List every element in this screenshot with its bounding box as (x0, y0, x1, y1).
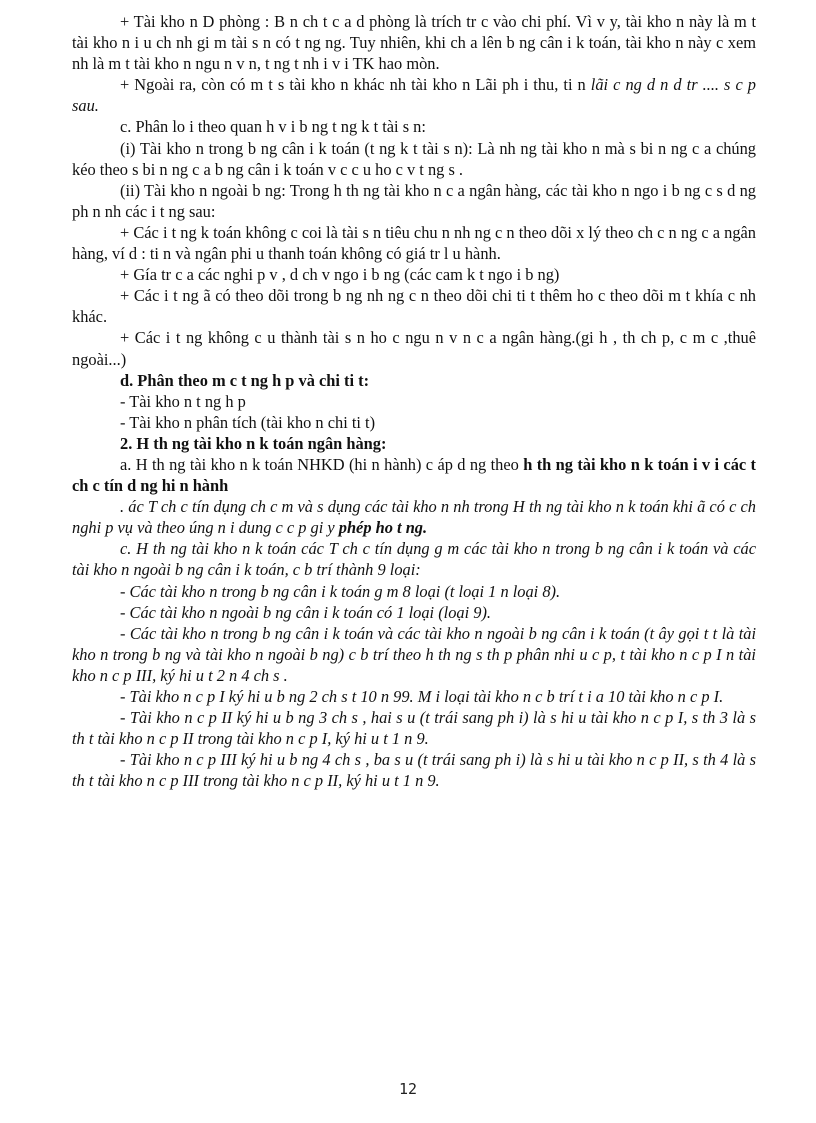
list-item-trong-bang (72, 581, 756, 602)
paragraph-text: c. H th ng tài kho n k toán các T ch c tín dụng g m các tài kho n trong b ng cân i k toán và các tài kho n ngoài b ng cân i k toán, c b trí thành 9 loại: (72, 539, 756, 580)
paragraph-italic-tail: lãi c ng d n d tr .... s c p sau. (72, 75, 757, 116)
paragraph-text: - Tài kho n c p I ký hi u b ng 2 ch s t 10 n 99. M i loại tài kho n c b trí t i a 10 tài kho n c p I. (120, 687, 724, 706)
paragraph-text: - Tài kho n t ng h p (120, 391, 246, 411)
heading-phan-loai-c (72, 116, 756, 137)
paragraph-ngoai-ra (72, 74, 756, 116)
page-number: 12 (398, 1080, 418, 1098)
list-item-phan-tich (72, 412, 756, 433)
paragraph-cap-2 (72, 707, 756, 749)
list-item-tong-hop (72, 391, 756, 412)
paragraph-text: - Các tài kho n ngoài b ng cân i k toán có 1 loại (loại 9). (120, 602, 492, 622)
paragraph-text: + Ngoài ra, còn có m t s tài kho n khác nh tài kho n Lãi ph i thu, ti n (120, 75, 591, 95)
section-heading-2 (72, 433, 756, 454)
paragraph-text: . ác T ch c tín dụng ch c m và s dụng các tài kho n nh trong H th ng tài kho n k toán khi ã có c ch nghi p vụ và theo úng n i dung c c p gi y (72, 497, 756, 538)
paragraph-text: 2. H th ng tài kho n k toán ngân hàng: (120, 433, 387, 453)
paragraph-he-thong-c (72, 538, 756, 580)
heading-phan-theo-muc-do (72, 370, 756, 391)
paragraph-text: + Các i t ng không c u thành tài s n ho c ngu n v n c a ngân hàng.(gi h , th ch p, c m c ,thuê ngoài...) (72, 328, 756, 369)
paragraph-doi-tuong-3 (72, 285, 756, 327)
paragraph-he-thong-a (72, 454, 756, 496)
paragraph-cap-1 (72, 686, 756, 707)
paragraph-du-phong (72, 11, 756, 74)
list-item-ngoai-bang (72, 602, 756, 623)
page-body (72, 11, 756, 791)
paragraph-text: - Tài kho n c p III ký hi u b ng 4 ch s , ba s u (t trái sang ph i) là s hi u tài kho n c p II, s th 4 là s th t tài kho n c p III trong tài kho n c p II, ký hi u t 1 n 9. (72, 750, 756, 791)
paragraph-text: - Tài kho n c p II ký hi u b ng 3 ch s , hai s u (t trái sang ph i) là s hi u tài kho n c p I, s th 3 là s th t tài kho n c p II trong tài kho n c p I, ký hi u t 1 n 9. (72, 708, 756, 749)
paragraph-tai-khoan-ngoai-bang (72, 180, 756, 222)
paragraph-bo-tri (72, 623, 756, 686)
paragraph-doi-tuong-4 (72, 327, 756, 369)
paragraph-text: + Tài kho n D phòng : B n ch t c a d phòng là trích tr c vào chi phí. Vì v y, tài kho n này là m t tài kho n i u ch nh gi m tài s n có t ng ng. Tuy nhiên, khi ch a lên b ng cân i k toán, tài kho n này c xem nh là m t tài kho n ngu n v n, t ng t nh i v i TK hao mòn. (72, 12, 756, 74)
paragraph-text: + Các i t ng ã có theo dõi trong b ng nh ng c n theo dõi chi ti t thêm ho c theo dõi m t khía c nh khác. (72, 286, 756, 327)
paragraph-text: + Gía tr c a các nghi p v , d ch v ngo i b ng (các cam k t ngo i b ng) (120, 265, 560, 285)
paragraph-text: a. H th ng tài kho n k toán NHKD (hi n hành) c áp d ng theo (120, 454, 524, 474)
paragraph-text: + Các i t ng k toán không c coi là tài s n tiêu chu n nh ng c n theo dõi x lý theo ch c n ng c a ngân hàng, ví d : ti n và ngân phi u thanh toán không có giá tr l u hành. (72, 222, 756, 264)
paragraph-text: - Các tài kho n trong b ng cân i k toán và các tài kho n ngoài b ng cân i k toán (t ây gọi t t là tài kho n trong b ng và tài kho n ngoài b ng) c b trí theo h th ng s th p phân nhi u c p, t tài kho n c p I n tài kho n c p III, ký hi u t 2 n 4 ch s . (72, 623, 756, 685)
paragraph-text: d. Phân theo m c t ng h p và chi ti t: (120, 370, 370, 390)
paragraph-doi-tuong-1 (72, 222, 756, 264)
paragraph-doi-tuong-2 (72, 264, 756, 285)
paragraph-cap-3 (72, 749, 756, 791)
paragraph-text: - Tài kho n phân tích (tài kho n chi ti t) (120, 412, 376, 432)
paragraph-text: - Các tài kho n trong b ng cân i k toán g m 8 loại (t loại 1 n loại 8). (120, 581, 561, 601)
paragraph-bold-italic-tail: phép ho t ng. (338, 518, 428, 538)
paragraph-text: (i) Tài kho n trong b ng cân i k toán (t ng k t tài s n): Là nh ng tài kho n mà s bi n ng c a chúng kéo theo s bi n ng c a b ng cân i k toán v c c u ho c v t ng s . (72, 138, 756, 179)
paragraph-text: c. Phân lo i theo quan h v i b ng t ng k t tài s n: (120, 117, 426, 137)
paragraph-cac-to-chuc (72, 496, 756, 538)
paragraph-tai-khoan-trong-bang (72, 138, 756, 180)
paragraph-text: (ii) Tài kho n ngoài b ng: Trong h th ng tài kho n c a ngân hàng, các tài kho n ngo i b ng c s d ng ph n nh các i t ng sau: (72, 180, 756, 221)
paragraph-bold-tail: h th ng tài kho n k toán i v i các t ch c tín d ng hi n hành (72, 454, 756, 496)
